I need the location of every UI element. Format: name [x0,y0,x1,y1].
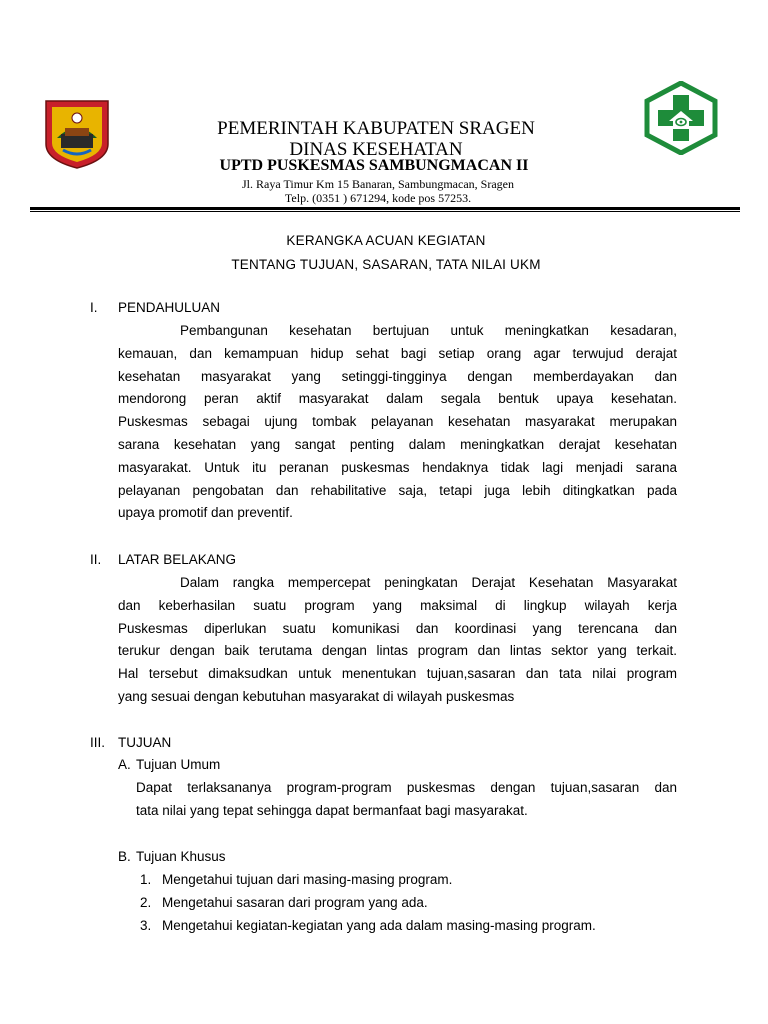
paragraph-line: Puskesmas sebagai ujung tombak pelayanan kesehatan masyarakat merupakan [118,414,677,430]
list-item: Mengetahui tujuan dari masing-masing program. [162,872,453,887]
paragraph-line: Pembangunan kesehatan bertujuan untuk meningkatkan kesadaran, [180,323,677,338]
paragraph-line: Puskesmas diperlukan suatu komunikasi dan koordinasi yang terencana dan [118,620,677,636]
document-title: KERANGKA ACUAN KEGIATAN [286,233,486,248]
paragraph-line: mendorong peran aktif masyarakat dalam segala bentuk upaya kesehatan. [118,391,677,407]
section-paragraph [118,320,677,525]
paragraph-line: kesehatan masyarakat yang setinggi-tingginya dengan memberdayakan dan [118,368,677,384]
section-number: III. [90,735,106,750]
section-heading: PENDAHULUAN [118,300,221,315]
letterhead-divider-thin [30,211,740,212]
section-number: II. [90,552,102,567]
paragraph-line: terukur dengan baik terutama dengan lintas program dan lintas sektor yang terkait. [118,643,677,659]
paragraph-line: Hal tersebut dimaksudkan untuk menentukan tujuan,sasaran dan tata nilai program [118,666,677,682]
paragraph-line: dan keberhasilan suatu program yang maksimal di lingkup wilayah kerja [118,597,677,613]
paragraph-line: masyarakat. Untuk itu peranan puskesmas hendaknya tidak lagi menjadi sarana [118,459,677,475]
paragraph-line: kemauan, dan kemampuan hidup sehat bagi setiap orang agar terwujud derajat [118,345,677,361]
list-item: Mengetahui kegiatan-kegiatan yang ada dalam masing-masing program. [162,918,596,933]
letterhead-government: PEMERINTAH KABUPATEN SRAGEN [217,118,535,139]
subsection-letter: A. [118,757,131,772]
list-item: Mengetahui sasaran dari program yang ada. [162,895,428,910]
paragraph-line: tata nilai yang tepat sehingga dapat bermanfaat bagi masyarakat. [136,802,528,818]
paragraph-line: Dalam rangka mempercepat peningkatan Derajat Kesehatan Masyarakat [180,575,677,590]
letterhead-address: Jl. Raya Timur Km 15 Banaran, Sambungmacan, Sragen [242,177,514,191]
document-subtitle: TENTANG TUJUAN, SASARAN, TATA NILAI UKM [231,257,541,272]
letterhead-divider [30,207,740,210]
section-number: I. [90,300,98,315]
paragraph-line: sarana kesehatan yang sangat penting dalam meningkatkan derajat kesehatan [118,436,677,452]
paragraph-line: yang sesuai dengan kebutuhan masyarakat di wilayah puskesmas [118,688,515,704]
subsection-heading: Tujuan Khusus [136,849,226,864]
section-heading: TUJUAN [118,735,172,750]
subsection-heading: Tujuan Umum [136,757,221,772]
paragraph-line: Dapat terlaksananya program-program puskesmas dengan tujuan,sasaran dan [136,780,677,795]
subsection-paragraph [136,777,677,823]
letterhead-institution: UPTD PUSKESMAS SAMBUNGMACAN II [219,157,529,174]
list-item-number: 3. [140,918,152,933]
list-item-number: 2. [140,895,152,910]
paragraph-line: upaya promotif dan preventif. [118,505,293,521]
letterhead-department: DINAS KESEHATAN [289,139,463,160]
section-paragraph [118,572,677,709]
paragraph-line: pelayanan pengobatan dan rehabilitative saja, tetapi juga lebih ditingkatkan pada [118,482,677,498]
letterhead-phone: Telp. (0351 ) 671294, kode pos 57253. [284,191,472,205]
subsection-letter: B. [118,849,131,864]
list-item-number: 1. [140,872,152,887]
section-heading: LATAR BELAKANG [118,552,237,567]
